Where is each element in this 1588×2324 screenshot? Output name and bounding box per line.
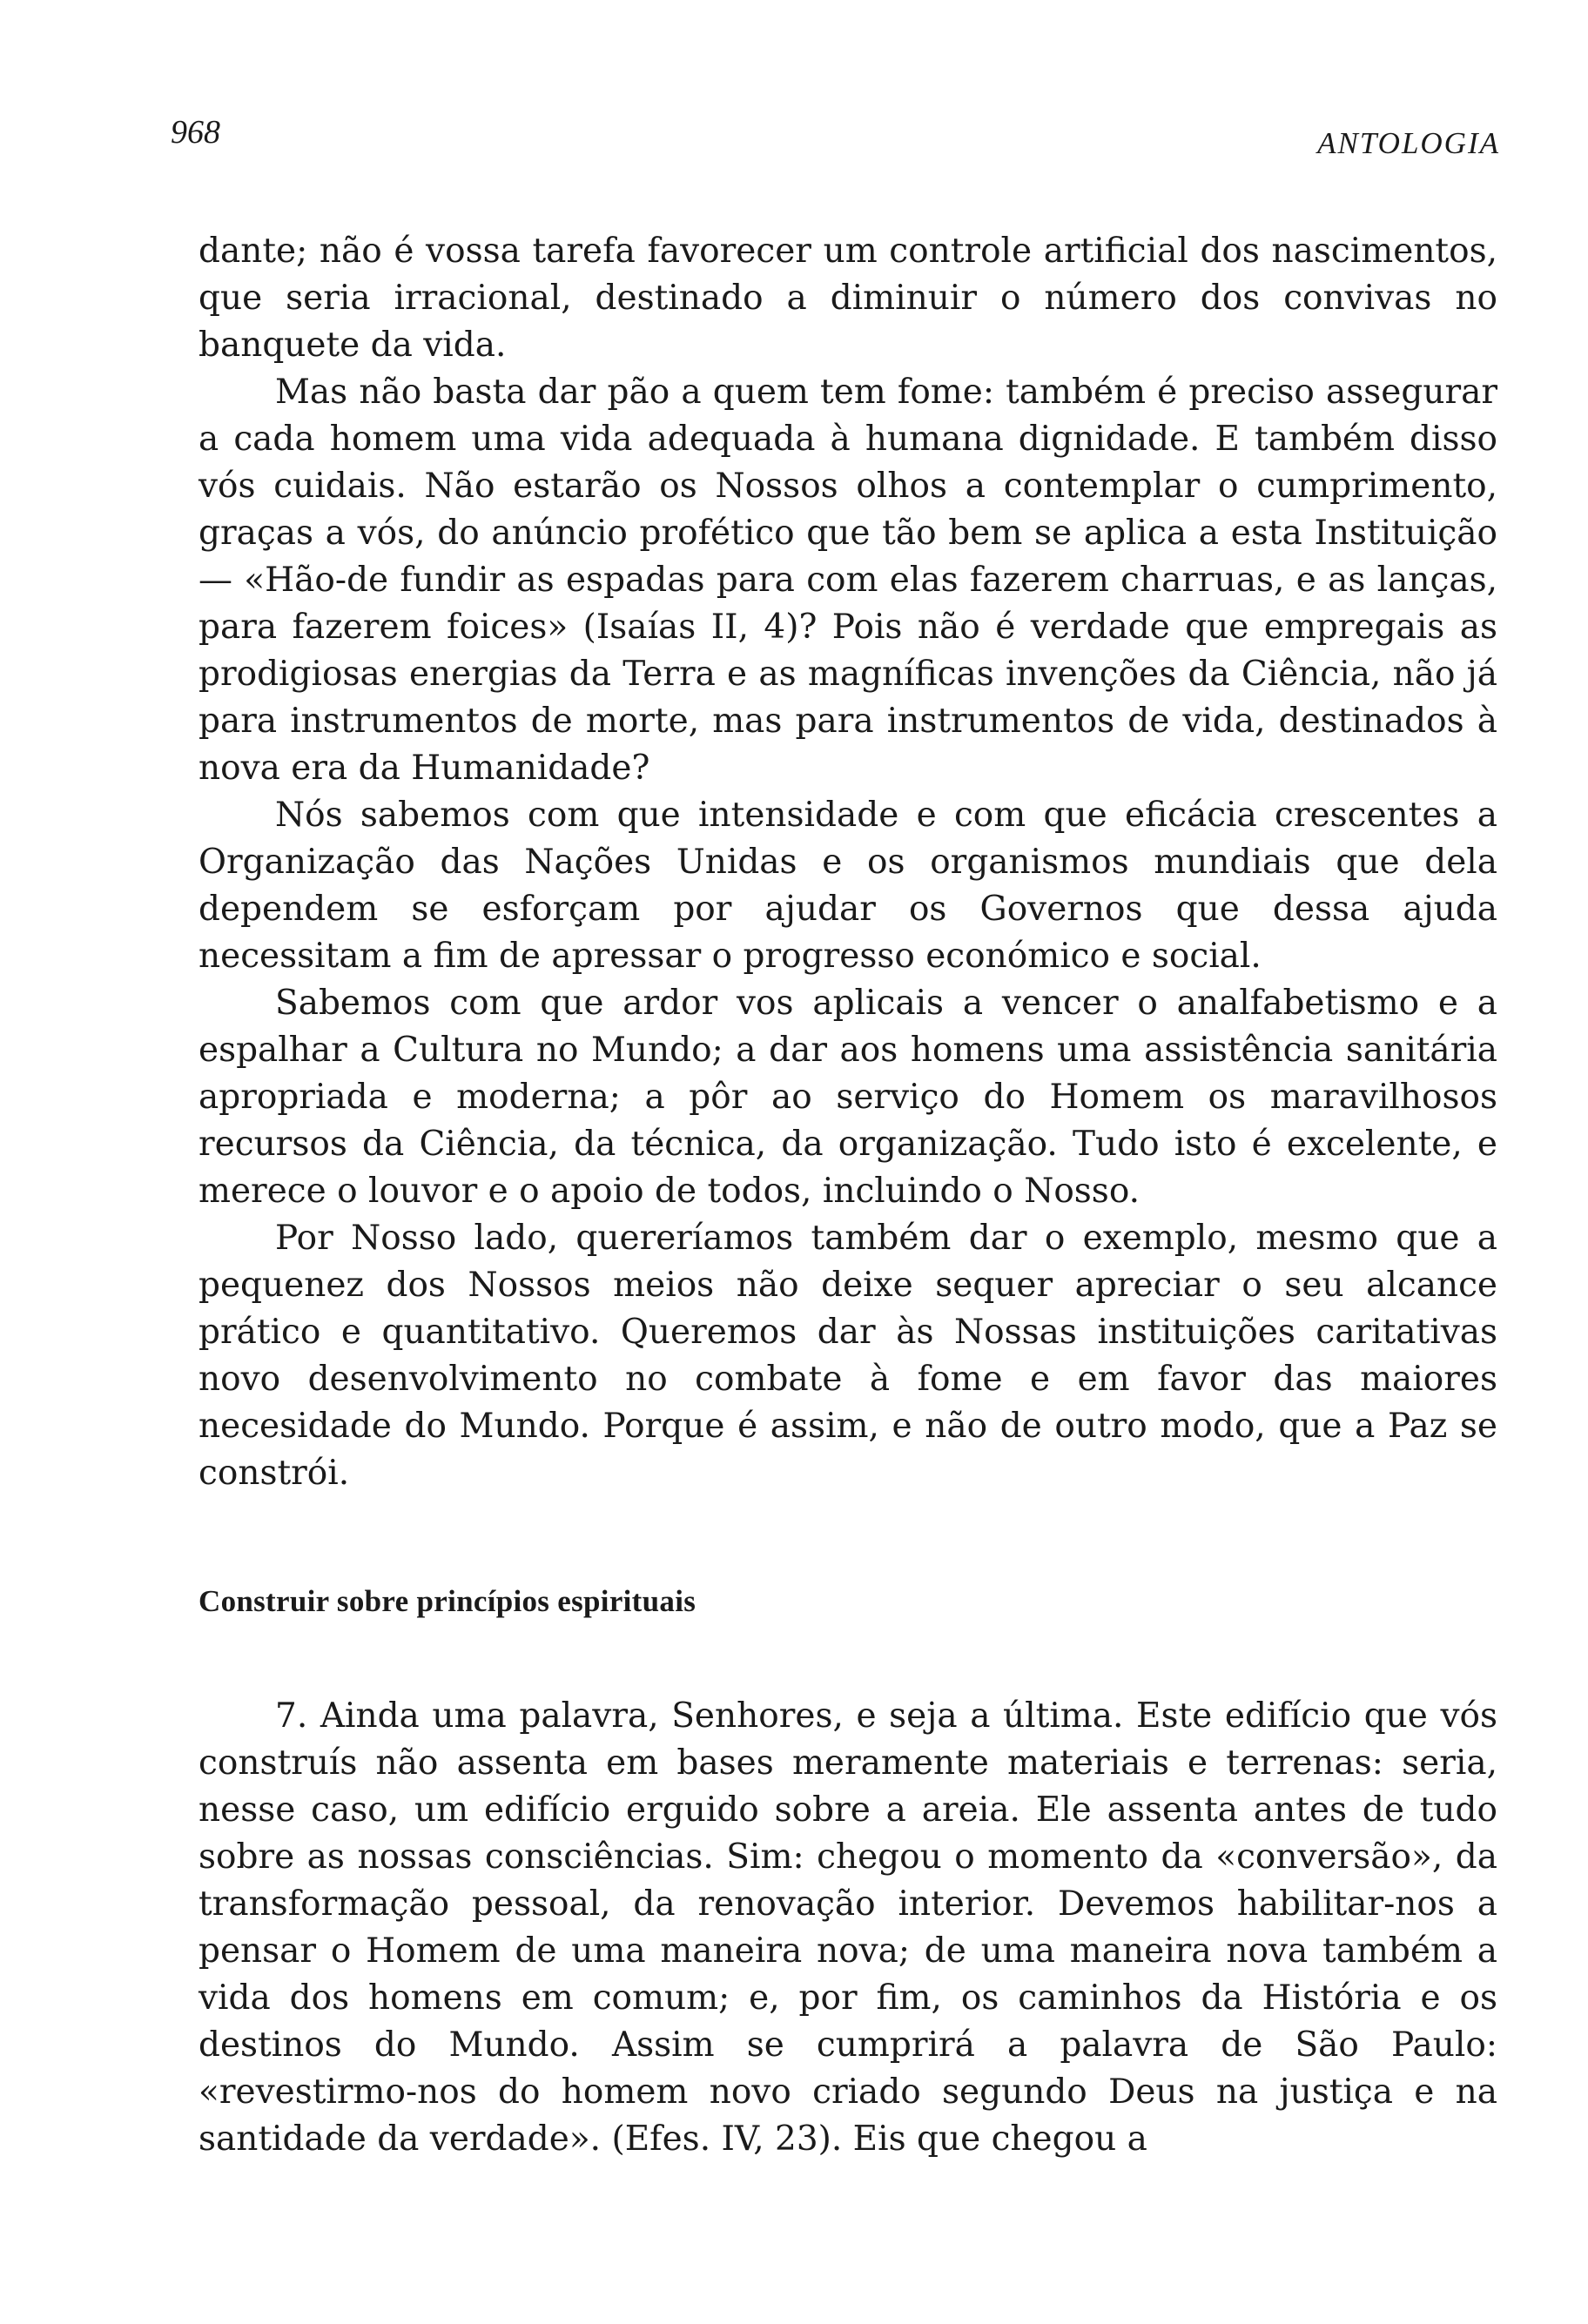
running-header: ANTOLOGIA <box>1317 126 1500 160</box>
body-text-part1 <box>198 228 1497 1497</box>
paragraph: Mas não basta dar pão a quem tem fome: também é preciso assegurar a cada homem uma vida adequada à humana dignidade. E também disso vós cuidais. Não estarão os Nossos olhos a contemplar o cumprimento, graças a vós, do anúncio profético que tão bem se aplica a esta Instituição — «Hão-de fundir as espadas para com elas fazerem charruas, e as lanças, para fazerem foices» (Isaías II, 4)? Pois não é verdade que empregais as prodigiosas energias da Terra e as magníficas invenções da Ciência, não já para instrumentos de morte, mas para instrumentos de vida, destinados à nova era da Humanidade? <box>198 373 1497 788</box>
paragraph: 7. Ainda uma palavra, Senhores, e seja a última. Este edifício que vós construís não assenta em bases meramente materiais e terrenas: seria, nesse caso, um edifício erguido sobre a areia. Ele assenta antes de tudo sobre as nossas consciências. Sim: chegou o momento da «conversão», da transformação pessoal, da renovação interior. Devemos habilitar-nos a pensar o Homem de uma maneira nova; de uma maneira nova também a vida dos homens em comum; e, por fim, os caminhos da História e os destinos do Mundo. Assim se cumprirá a palavra de São Paulo: «revestirmo-nos do homem novo criado segundo Deus na justiça e na santidade da verdade». (Efes. IV, 23). Eis que chegou a <box>198 1696 1497 2159</box>
paragraph: Nós sabemos com que intensidade e com que eficácia crescentes a Organização das Nações Unidas e os organismos mundiais que dela dependem se esforçam por ajudar os Governos que dessa ajuda necessitam a fim de apressar o progresso económico e social. <box>198 796 1497 976</box>
body-text-part2 <box>198 1693 1497 2163</box>
paragraph: Sabemos com que ardor vos aplicais a vencer o analfabetismo e a espalhar a Cultura no Mundo; a dar aos homens uma assistência sanitária apropriada e moderna; a pôr ao serviço do Homem os maravilhosos recursos da Ciência, da técnica, da organização. Tudo isto é excelente, e merece o louvor e o apoio de todos, incluindo o Nosso. <box>198 984 1497 1211</box>
section-heading: Construir sobre princípios espirituais <box>198 1584 696 1618</box>
page-number: 968 <box>171 114 220 151</box>
paragraph: dante; não é vossa tarefa favorecer um controle artificial dos nascimentos, que seria irracional, destinado a diminuir o número dos convivas no banquete da vida. <box>198 232 1497 365</box>
paragraph: Por Nosso lado, quereríamos também dar o exemplo, mesmo que a pequenez dos Nossos meios não deixe sequer apreciar o seu alcance prático e quantitativo. Queremos dar às Nossas instituições caritativas novo desenvolvimento no combate à fome e em favor das maiores necesidade do Mundo. Porque é assim, e não de outro modo, que a Paz se constrói. <box>198 1219 1497 1493</box>
